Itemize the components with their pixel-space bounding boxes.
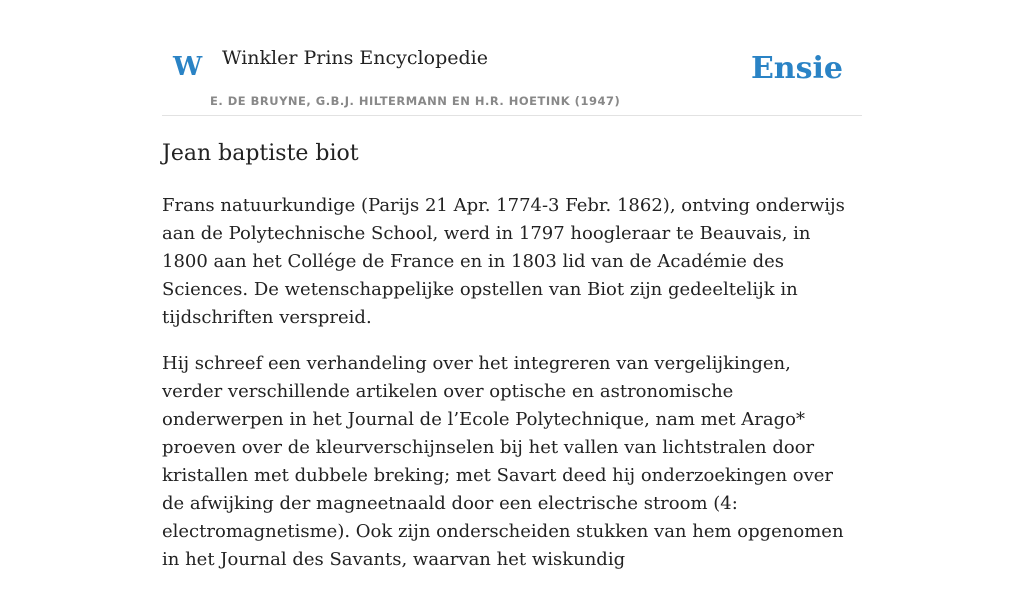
book-title-link[interactable]: Winkler Prins Encyclopedie	[222, 47, 488, 69]
article-title: Jean baptiste biot	[162, 141, 359, 166]
article-body	[162, 192, 854, 592]
logo-icon[interactable]: W	[173, 52, 203, 82]
authors-line: E. DE BRUYNE, G.B.J. HILTERMANN EN H.R. HOETINK (1947)	[210, 94, 621, 108]
brand-logo[interactable]: Ensie	[750, 51, 843, 86]
paragraph: Hij schreef een verhandeling over het integreren van vergelijkingen, verder verschillende artikelen over optische en astronomische onderwerpen in het Journal de l’Ecole Polytechnique, nam met Arago* proeven over de kleurverschijnselen bij het vallen van lichtstralen door kristallen met dubbele breking; met Savart deed hij onderzoekingen over de afwijking der magneetnaald door een electrische stroom (4: electromagnetisme). Ook zijn onderscheiden stukken van hem opgenomen in het Journal des Savants, waarvan het wiskundig	[162, 353, 844, 570]
header	[162, 40, 862, 116]
paragraph: Frans natuurkundige (Parijs 21 Apr. 1774-3 Febr. 1862), ontving onderwijs aan de Polytechnische School, werd in 1797 hoogleraar te Beauvais, in 1800 aan het Collége de France en in 1803 lid van de Académie des Sciences. De wetenschappelijke opstellen van Biot zijn gedeeltelijk in tijdschriften verspreid.	[162, 195, 845, 328]
